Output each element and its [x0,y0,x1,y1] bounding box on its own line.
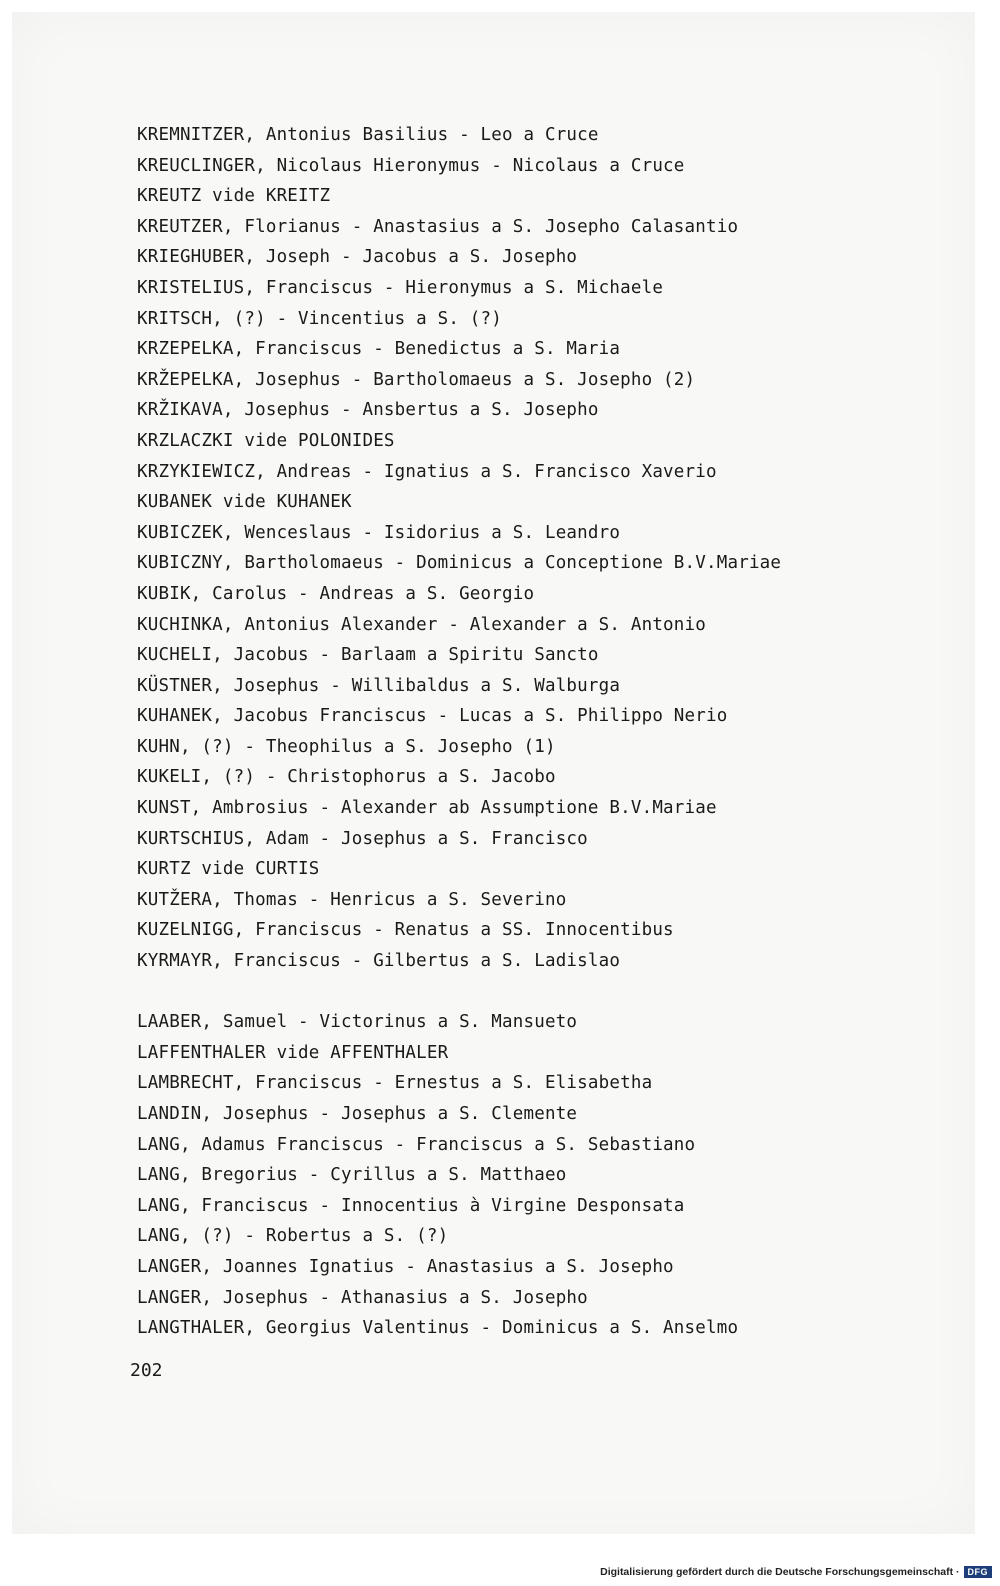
index-entry: KURTSCHIUS, Adam - Josephus a S. Francisco [137,828,588,849]
index-entry: LANG, Bregorius - Cyrillus a S. Matthaeo [137,1165,567,1186]
index-entry: KUBICZEK, Wenceslaus - Isidorius a S. Leandro [137,522,621,543]
index-entry: KURTZ vide CURTIS [137,859,320,880]
index-entry: LANG, Adamus Franciscus - Franciscus a S. Sebastiano [137,1134,696,1155]
index-entry: LANDIN, Josephus - Josephus a S. Clemente [137,1104,578,1124]
footer-text: Digitalisierung gefördert durch die Deutsche Forschungsgemeinschaft · [600,1566,960,1578]
index-entry: KUKELI, (?) - Christophorus a S. Jacobo [137,767,556,788]
index-entry: LANGER, Joannes Ignatius - Anastasius a S. Josepho [137,1256,674,1277]
index-entry: KUZELNIGG, Franciscus - Renatus a SS. Innocentibus [137,920,674,941]
index-entry: KUBANEK vide KUHANEK [137,492,352,513]
index-entry: LANG, (?) - Robertus a S. (?) [137,1226,449,1247]
index-entry: LANG, Franciscus - Innocentius à Virgine Desponsata [137,1195,685,1216]
index-entry: KREUTZ vide KREITZ [137,186,331,207]
index-entry: KRZLACZKI vide POLONIDES [137,430,395,451]
index-entry: KRZEPELKA, Franciscus - Benedictus a S. Maria [137,339,621,360]
index-entry: KRŽEPELKA, Josephus - Bartholomaeus a S. Josepho (2) [137,369,696,390]
index-entry: LAABER, Samuel - Victorinus a S. Mansueto [137,1012,578,1033]
index-entry: KRŽIKAVA, Josephus - Ansbertus a S. Josepho [137,400,599,421]
index-entry: KUCHINKA, Antonius Alexander - Alexander a S. Antonio [137,614,707,635]
index-entry: KREUCLINGER, Nicolaus Hieronymus - Nicolaus a Cruce [137,155,685,176]
index-entry: KUTŽERA, Thomas - Henricus a S. Severino [137,889,567,910]
index-entry: KRIEGHUBER, Joseph - Jacobus a S. Josepho [137,247,578,268]
index-entry: KRZYKIEWICZ, Andreas - Ignatius a S. Francisco Xaverio [137,461,717,482]
index-entry: KUBIK, Carolus - Andreas a S. Georgio [137,583,535,604]
document-page [12,12,975,1534]
index-entry: KUNST, Ambrosius - Alexander ab Assumptione B.V.Mariae [137,798,717,819]
index-entry: LAFFENTHALER vide AFFENTHALER [137,1042,449,1063]
index-entry: KRISTELIUS, Franciscus - Hieronymus a S. Michaele [137,277,664,298]
funding-footer [600,1563,992,1581]
name-index-list [137,120,977,1344]
index-entry: KUCHELI, Jacobus - Barlaam a Spiritu Sancto [137,645,599,666]
index-entry: KRITSCH, (?) - Vincentius a S. (?) [137,308,503,329]
index-entry: KUHN, (?) - Theophilus a S. Josepho (1) [137,736,556,757]
index-entry: KUBICZNY, Bartholomaeus - Dominicus a Conceptione B.V.Mariae [137,553,782,574]
section-gap [137,977,977,1008]
page-number: 202 [130,1360,163,1381]
index-entry: LANGTHALER, Georgius Valentinus - Dominicus a S. Anselmo [137,1318,739,1339]
index-entry: KUHANEK, Jacobus Franciscus - Lucas a S. Philippo Nerio [137,706,728,727]
index-entry: KREUTZER, Florianus - Anastasius a S. Josepho Calasantio [137,216,739,237]
index-entry: KYRMAYR, Franciscus - Gilbertus a S. Ladislao [137,951,621,972]
dfg-logo-icon: DFG [964,1566,993,1578]
index-entry: KREMNITZER, Antonius Basilius - Leo a Cruce [137,125,599,145]
index-entry: LAMBRECHT, Franciscus - Ernestus a S. Elisabetha [137,1073,653,1094]
index-entry: KÜSTNER, Josephus - Willibaldus a S. Walburga [137,675,621,696]
index-entry: LANGER, Josephus - Athanasius a S. Josepho [137,1287,588,1308]
